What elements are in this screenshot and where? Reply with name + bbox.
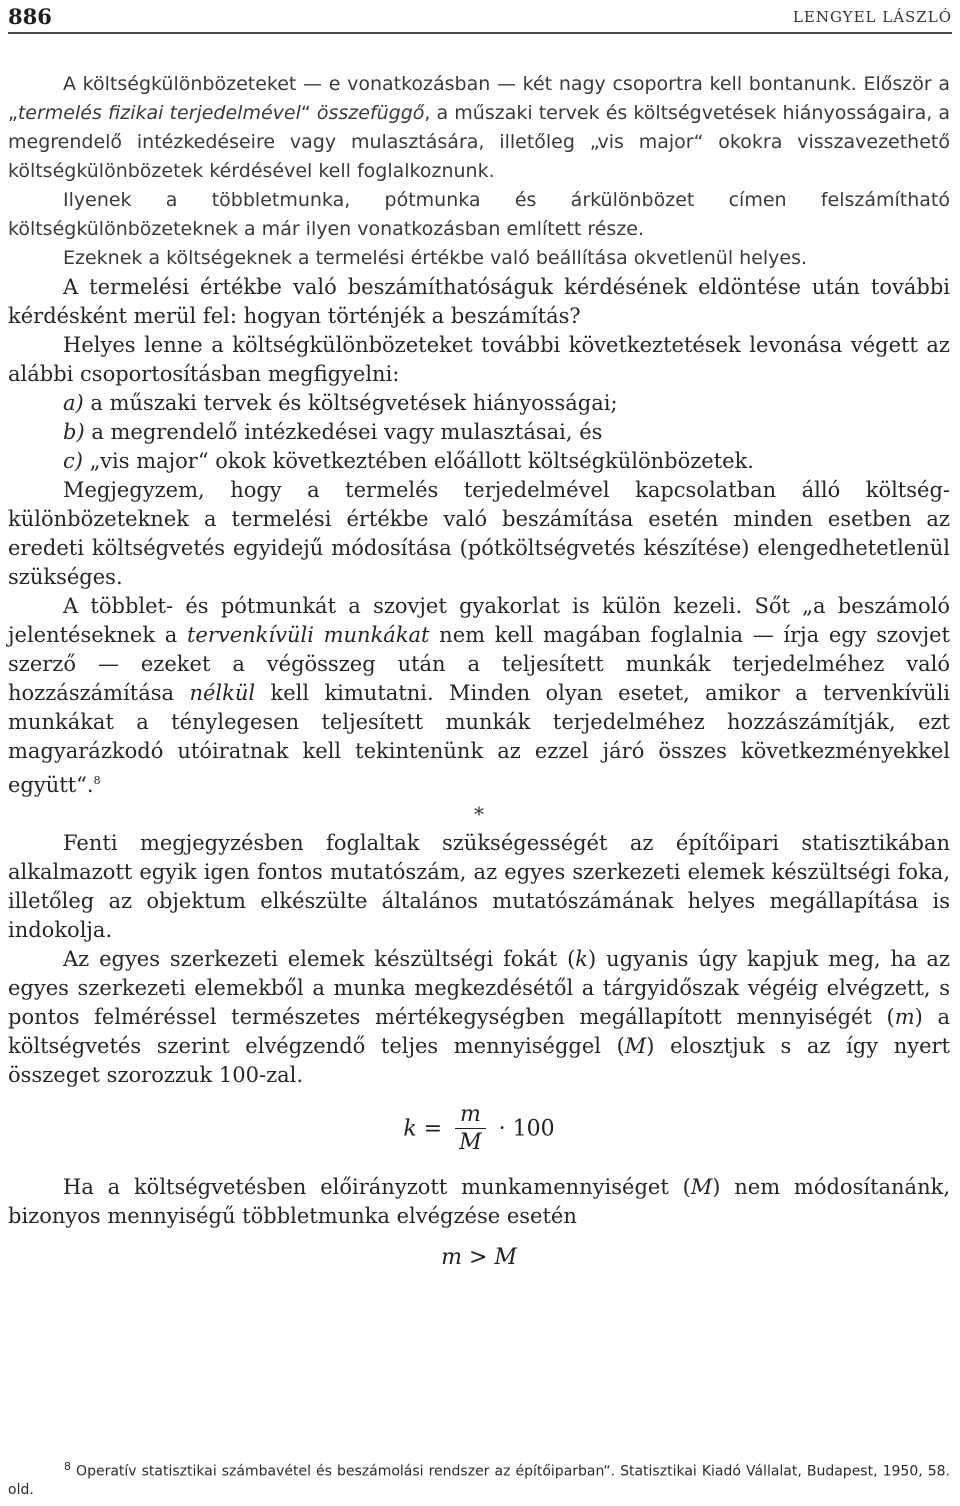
list-item-b: b) a megrendelő intézkedései vagy mulasztásai, és (63, 420, 603, 444)
formula-fraction (455, 1102, 486, 1157)
paragraph-8: Fenti megjegyzésben foglaltak szükségességét az építőipari statisztikában alkalmazott egyik igen fontos mutatószám, az egyes szerkezeti elemek készültségi foka, illetőleg az objektum elkészülte általános mutatószámának helyes megállapítása is indokolja. (8, 831, 950, 942)
paragraph-3: Ezeknek a költségeknek a termelési értékbe való beállítása okvetlenül helyes. (63, 247, 808, 269)
footnote-reference: 8 (93, 774, 101, 787)
list-item-c: c) „vis major“ okok következtében előállott költségkülönbözetek. (63, 449, 754, 473)
formula-denominator: M (459, 1130, 482, 1155)
paragraph-1: A költségkülönbözeteket — e vonatkozásban — két nagy csoportra kell bontanunk. Először a „termelés fizikai terjedelmével“ összefüggő, a műszaki tervek és költségvetések hiányosságaira, a megrendelő intézkedéseire vagy mulasztására, illetőleg „vis major“ okokra visszavezethető költségkülönbözetek kérdésével kell foglalkoznunk. (8, 73, 951, 182)
formula-inequality: m > M (441, 1245, 517, 1270)
body-text (8, 70, 950, 1282)
formula-lhs: k = (403, 1116, 443, 1142)
footnote (8, 1458, 950, 1499)
formula-numerator: m (455, 1102, 486, 1129)
running-head: LENGYEL LÁSZLÓ (792, 8, 952, 26)
page-header (8, 2, 952, 34)
paragraph-5: Helyes lenne a költségkülönbözeteket további következtetések levonása végett az alábbi csoportosításban megfigyelni: (8, 333, 950, 386)
paragraph-10: Ha a költségvetésben előirányzott munkamennyiséget (M) nem módosítanánk, bizonyos mennyiségű többletmunka elvégzése esetén (8, 1175, 950, 1228)
footnote-text: Operatív statisztikai számbavétel és beszámolási rendszer az építőiparban“. Statisztikai Kiadó Vállalat, Budapest, 1950, 58. old. (8, 1463, 950, 1498)
section-separator: * (474, 802, 484, 826)
paragraph-2: Ilyenek a többletmunka, pótmunka és árkülönbözet címen felszámítható költségkülönbözeteknek a már ilyen vonatkozásban említett része. (8, 189, 950, 240)
paragraph-6: Megjegyzem, hogy a termelés terjedelmével kapcsolatban álló költségkülönbözeteknek a termelési értékbe való beszámítása esetén minden esetben az eredeti költségvetés egyidejű módosítása (pótköltségvetés készítése) elengedhetetlenül szükséges. (8, 478, 950, 589)
paragraph-7: A többlet- és pótmunkát a szovjet gyakorlat is külön kezeli. Sőt „a beszámoló jelentéseknek a tervenkívüli munkákat nem kell magában foglalnia — írja egy szovjet szerző — ezeket a végösszeg után a teljesített munkák terjedelméhez való hozzászámítása nélkül kell kimutatni. Minden olyan esetet, amikor a tervenkívüli munkákat a ténylegesen teljesített munkák terjedelméhez hozzászámítják, ezt magyarázkodó utóiratnak kell tekintenünk az ezzel járó összes következményekkel együtt“.$^8$ (8, 594, 950, 797)
list-item-a: a) a műszaki tervek és költségvetések hiányosságai; (63, 391, 618, 415)
page-number: 886 (8, 4, 52, 29)
footnote-marker: 8 (64, 1460, 71, 1473)
paragraph-4: A termelési értékbe való beszámíthatóságuk kérdésének eldöntése után további kérdésként merül fel: hogyan történjék a beszámítás? (8, 275, 950, 328)
formula-rhs: · 100 (498, 1116, 555, 1142)
paragraph-9: Az egyes szerkezeti elemek készültségi fokát (k) ugyanis úgy kapjuk meg, ha az egyes szerkezeti elemekből a munka megkezdésétől a tárgyidőszak végéig elvégzett, s pontos felméréssel természetes mértékegységben megállapított mennyiségét (m) a költségvetés szerint elvégzendő teljes mennyiséggel (M) elosztjuk s az így nyert összeget szorozzuk 100-zal. (8, 947, 951, 1087)
formula-completion-degree (8, 1102, 950, 1157)
